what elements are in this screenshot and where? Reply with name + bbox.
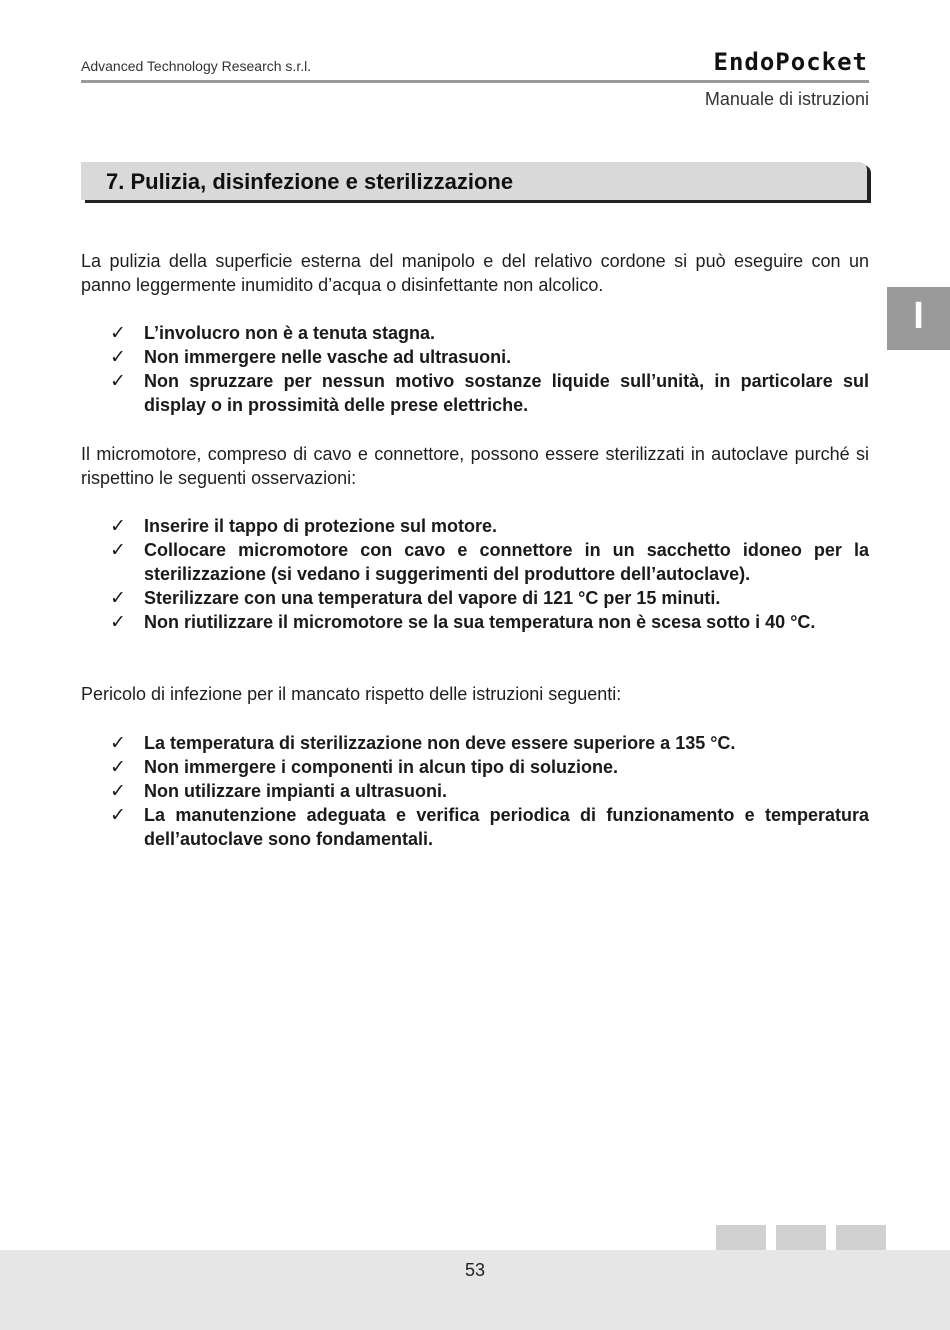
checklist-2 [81, 514, 869, 634]
intro-paragraph-3: Pericolo di infezione per il mancato rispetto delle istruzioni seguenti: [81, 684, 622, 704]
list-item [81, 345, 869, 369]
check-icon: ✓ [110, 370, 126, 392]
list-item-text: Non utilizzare impianti a ultrasuoni. [144, 781, 448, 801]
page-number: 53 [464, 1260, 486, 1280]
check-icon: ✓ [110, 756, 126, 778]
list-item [81, 369, 869, 417]
check-icon: ✓ [110, 515, 126, 537]
section-header [81, 162, 867, 200]
list-item-text: Non immergere nelle vasche ad ultrasuoni. [144, 347, 512, 367]
intro-paragraph-1: La pulizia della superficie esterna del manipolo e del relativo cordone si può eseguire con un panno leggermente inumidito d’acqua o disinfettante non alcolico. [81, 251, 869, 295]
check-icon: ✓ [110, 322, 126, 344]
checklist-1 [81, 321, 869, 417]
check-icon: ✓ [110, 587, 126, 609]
document-subtitle: Manuale di istruzioni [704, 89, 869, 109]
list-item-text: Non riutilizzare il micromotore se la sua temperatura non è scesa sotto i 40 °C. [144, 612, 816, 632]
check-icon: ✓ [110, 539, 126, 561]
list-item-text: Collocare micromotore con cavo e connettore in un sacchetto idoneo per la sterilizzazione (si vedano i suggerimenti del produttore dell’autoclave). [144, 540, 869, 584]
list-item [81, 779, 869, 803]
list-item [81, 610, 869, 634]
list-item-text: La temperatura di sterilizzazione non deve essere superiore a 135 °C. [144, 733, 736, 753]
list-item [81, 803, 869, 851]
checklist-3 [81, 731, 869, 851]
check-icon: ✓ [110, 611, 126, 633]
list-item [81, 586, 869, 610]
section-title: 7. Pulizia, disinfezione e sterilizzazione [106, 169, 514, 194]
list-item-text: L’involucro non è a tenuta stagna. [144, 323, 436, 343]
company-name: Advanced Technology Research s.r.l. [81, 58, 312, 74]
list-item-text: Non immergere i componenti in alcun tipo di soluzione. [144, 757, 619, 777]
list-item [81, 731, 869, 755]
list-item [81, 321, 869, 345]
intro-paragraph-2: Il micromotore, compreso di cavo e connettore, possono essere sterilizzati in autoclave purché si rispettino le seguenti osservazioni: [81, 444, 869, 488]
footer-band [0, 1250, 950, 1330]
language-tab-label: I [913, 295, 924, 337]
check-icon: ✓ [110, 346, 126, 368]
brand-logo: EndoPocket [713, 48, 868, 76]
header-divider [81, 80, 869, 83]
language-tab [887, 287, 950, 350]
list-item-text: Inserire il tappo di protezione sul motore. [144, 516, 498, 536]
list-item [81, 538, 869, 586]
check-icon: ✓ [110, 732, 126, 754]
list-item-text: La manutenzione adeguata e verifica periodica di funzionamento e temperatura dell’autoclave sono fondamentali. [144, 805, 869, 849]
list-item [81, 755, 869, 779]
list-item-text: Sterilizzare con una temperatura del vapore di 121 °C per 15 minuti. [144, 588, 721, 608]
check-icon: ✓ [110, 804, 126, 826]
list-item-text: Non spruzzare per nessun motivo sostanze liquide sull’unità, in particolare sul display o in prossimità delle prese elettriche. [144, 371, 869, 415]
check-icon: ✓ [110, 780, 126, 802]
list-item [81, 514, 869, 538]
